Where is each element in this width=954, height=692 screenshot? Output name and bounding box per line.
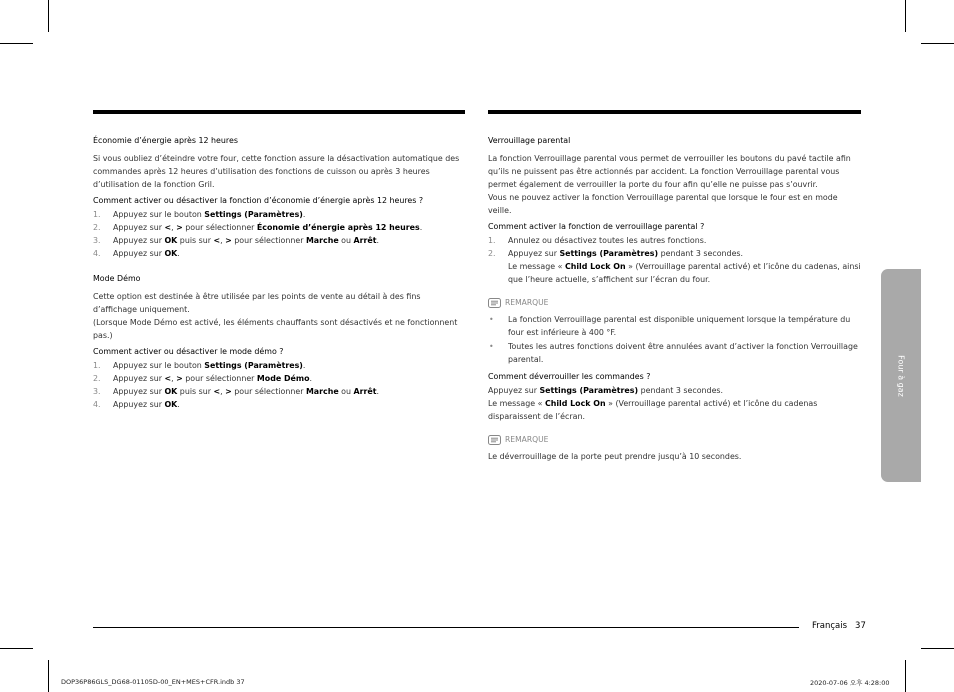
print-slug-date: 2020-07-06 오후 4:28:00 (810, 679, 890, 687)
crop-mark (905, 0, 906, 32)
unlock-instruction: Appuyez sur Settings (Paramètres) pendant 3 secondes. (488, 386, 724, 395)
lock-description-standby: Vous ne pouvez activer la fonction Verrouillage parental que lorsque le four est en mode veille. (488, 193, 838, 215)
list-item: 3. Appuyez sur OK puis sur <, > pour sélectionner Marche ou Arrêt. (93, 387, 380, 396)
eco-description: Si vous oubliez d’éteindre votre four, cette fonction assure la désactivation automatique des commandes après 12 heures d’utilisation des fonctions de cuisson ou après 3 heures d’utilisation de la fonction Gril. (93, 154, 460, 189)
list-item: 4. Appuyez sur OK. (93, 400, 180, 409)
lock-steps (488, 234, 861, 286)
list-item: • Toutes les autres fonctions doivent être annulées avant d’activer la fonction Verrouillage parental. (489, 342, 858, 364)
crop-mark (48, 660, 49, 692)
unlock-message: Le message « Child Lock On » (Verrouillage parental activé) et l’icône du cadenas disparaissent de l’écran. (488, 399, 818, 421)
left-column (93, 110, 465, 411)
list-item: 2. Appuyez sur <, > pour sélectionner Économie d’énergie après 12 heures. (93, 223, 423, 232)
list-item: • La fonction Verrouillage parental est disponible uniquement lorsque la température du four est inférieure à 400 °F. (489, 315, 851, 337)
note-bullets (488, 313, 861, 366)
list-item: 1. Annulez ou désactivez toutes les autres fonctions. (488, 236, 707, 245)
list-item: 1. Appuyez sur le bouton Settings (Paramètres). (93, 210, 306, 219)
right-column (488, 110, 861, 463)
side-tab-label: Four à gaz (896, 354, 906, 397)
note-icon (488, 435, 501, 445)
eco-question: Comment activer ou désactiver la fonction d’économie d’énergie après 12 heures ? (93, 196, 424, 205)
note-label: REMARQUE (505, 435, 549, 444)
demo-question: Comment activer ou désactiver le mode démo ? (93, 347, 284, 356)
lock-description: La fonction Verrouillage parental vous permet de verrouiller les boutons du pavé tactile afin qu’ils ne puissent pas être actionnés par accident. La fonction Verrouillage parental vous permet également de verrouiller la porte du four afin qu’elle ne puisse pas s’ouvrir. (488, 154, 851, 189)
crop-mark (48, 0, 49, 32)
list-item: 1. Appuyez sur le bouton Settings (Paramètres). (93, 361, 306, 370)
section-title-lock: Verrouillage parental (488, 136, 571, 145)
note-header (488, 433, 861, 446)
list-item: 2. Appuyez sur Settings (Paramètres) pendant 3 secondes. Le message « Child Lock On » (Verrouillage parental activé) et l’icône du cadenas, ainsi que l’heure actuelle, s’affichent sur l’écran du four. (488, 249, 861, 284)
crop-mark (0, 43, 33, 44)
note-label: REMARQUE (505, 298, 549, 307)
list-item: 2. Appuyez sur <, > pour sélectionner Mode Démo. (93, 374, 313, 383)
section-rule (488, 110, 861, 114)
crop-mark (905, 660, 906, 692)
demo-description: Cette option est destinée à être utilisée par les points de vente au détail à des fins d’affichage uniquement. (93, 292, 421, 314)
crop-mark (921, 43, 954, 44)
eco-steps (93, 208, 465, 260)
demo-description-note: (Lorsque Mode Démo est activé, les éléments chauffants sont désactivés et ne fonctionnent pas.) (93, 318, 458, 340)
footer-language: Français (812, 621, 848, 631)
print-slug-file: DOP36P86GLS_DG68-01105D-00_EN+MES+CFR.indb 37 (61, 678, 245, 686)
unlock-question: Comment déverrouiller les commandes ? (488, 372, 651, 381)
list-item: 4. Appuyez sur OK. (93, 249, 180, 258)
crop-mark (0, 648, 33, 649)
list-item: 3. Appuyez sur OK puis sur <, > pour sélectionner Marche ou Arrêt. (93, 236, 380, 245)
lock-question: Comment activer la fonction de verrouillage parental ? (488, 222, 705, 231)
section-rule (93, 110, 465, 114)
note-header (488, 296, 861, 309)
note-text: Le déverrouillage de la porte peut prendre jusqu’à 10 secondes. (488, 452, 742, 461)
demo-steps (93, 359, 465, 411)
note-icon (488, 298, 501, 308)
section-title-demo: Mode Démo (93, 274, 141, 283)
side-tab (881, 269, 921, 482)
footer-rule (93, 627, 799, 628)
crop-mark (921, 648, 954, 649)
page-footer (812, 621, 866, 631)
page-number: 37 (855, 621, 866, 631)
section-title-eco: Économie d’énergie après 12 heures (93, 136, 238, 145)
